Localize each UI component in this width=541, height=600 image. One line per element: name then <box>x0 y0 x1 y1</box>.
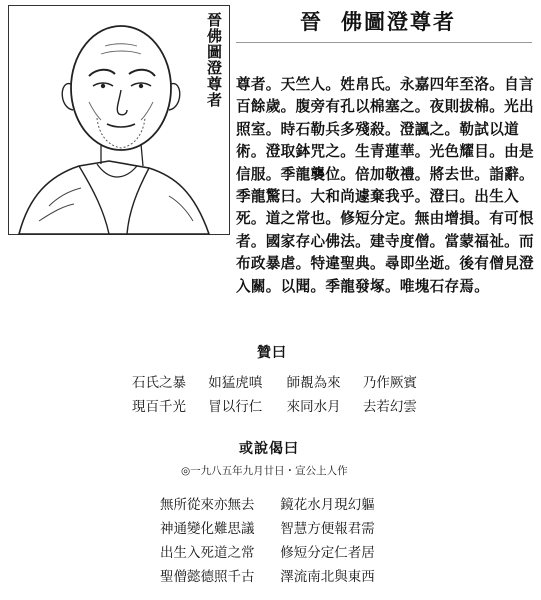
bio-line: 死。道之常也。修短分定。無由增損。有可恨 <box>236 210 534 228</box>
portrait-frame <box>8 5 230 235</box>
jie-phrase: 智慧方便報君需 <box>280 521 375 537</box>
zan-phrase: 來同水月 <box>286 399 341 415</box>
bio-line: 布政暴虐。特違聖典。尋即坐逝。後有僧見澄 <box>236 255 534 273</box>
bio-line: 百餘歲。腹旁有孔以棉塞之。夜則拔棉。光出 <box>236 98 534 116</box>
jie-verse-row <box>160 518 375 542</box>
bio-line: 尊者。天竺人。姓帛氏。永嘉四年至洛。自言 <box>236 76 534 93</box>
page-title <box>300 6 456 36</box>
zan-phrase: 師覩為來 <box>286 375 341 391</box>
zan-phrase: 現百千光 <box>132 399 186 415</box>
bio-line: 者。國家存心佛法。建寺度僧。當蒙福祉。而 <box>236 232 534 250</box>
jie-heading: 或說偈曰 <box>239 441 299 457</box>
title-dynasty: 晉 <box>300 9 323 34</box>
jie-verse <box>160 494 375 590</box>
jie-phrase: 澤流南北與東西 <box>280 569 375 585</box>
zan-phrase: 乃作厥賓 <box>362 375 417 391</box>
portrait-caption: 晉佛圖澄尊者 <box>205 12 223 108</box>
zan-phrase: 石氏之暴 <box>132 375 186 391</box>
title-divider <box>236 42 532 43</box>
jie-phrase: 無所從來亦無去 <box>160 497 255 513</box>
zan-verse-row <box>132 372 417 396</box>
jie-phrase: 聖僧懿德照千古 <box>160 569 255 585</box>
zan-verse <box>132 372 417 420</box>
zan-phrase: 去若幻雲 <box>362 399 417 415</box>
jie-phrase: 出生入死道之常 <box>160 545 255 561</box>
jie-note: ◎一九八五年九月廿日・宣公上人作 <box>181 465 348 477</box>
zan-phrase: 冒以行仁 <box>208 399 263 415</box>
bio-line: 季龍驚曰。大和尚遽棄我乎。澄曰。出生入 <box>236 187 519 205</box>
jie-phrase: 修短分定仁者居 <box>280 545 375 561</box>
zan-phrase: 如猛虎嗔 <box>208 375 263 391</box>
zan-verse-row <box>132 396 417 420</box>
bio-line: 入關。以聞。季龍發塚。唯塊石存焉。 <box>236 277 490 295</box>
jie-verse-row <box>160 566 375 590</box>
jie-phrase: 鏡花水月現幻軀 <box>280 497 375 513</box>
monk-portrait-illustration <box>9 6 231 236</box>
bio-line: 信服。季龍襲位。倍加敬禮。將去世。詣辭。 <box>236 165 534 183</box>
biography-text <box>236 74 536 298</box>
jie-verse-row <box>160 494 375 518</box>
jie-verse-row <box>160 542 375 566</box>
zan-heading: 贊曰 <box>257 345 287 361</box>
bio-line: 照室。時石勒兵多殘殺。澄諷之。勒試以道 <box>236 120 519 138</box>
bio-line: 術。澄取鉢咒之。生青蓮華。光色耀目。由是 <box>236 143 534 161</box>
title-name: 佛圖澄尊者 <box>341 9 456 34</box>
jie-phrase: 神通變化難思議 <box>160 521 255 537</box>
